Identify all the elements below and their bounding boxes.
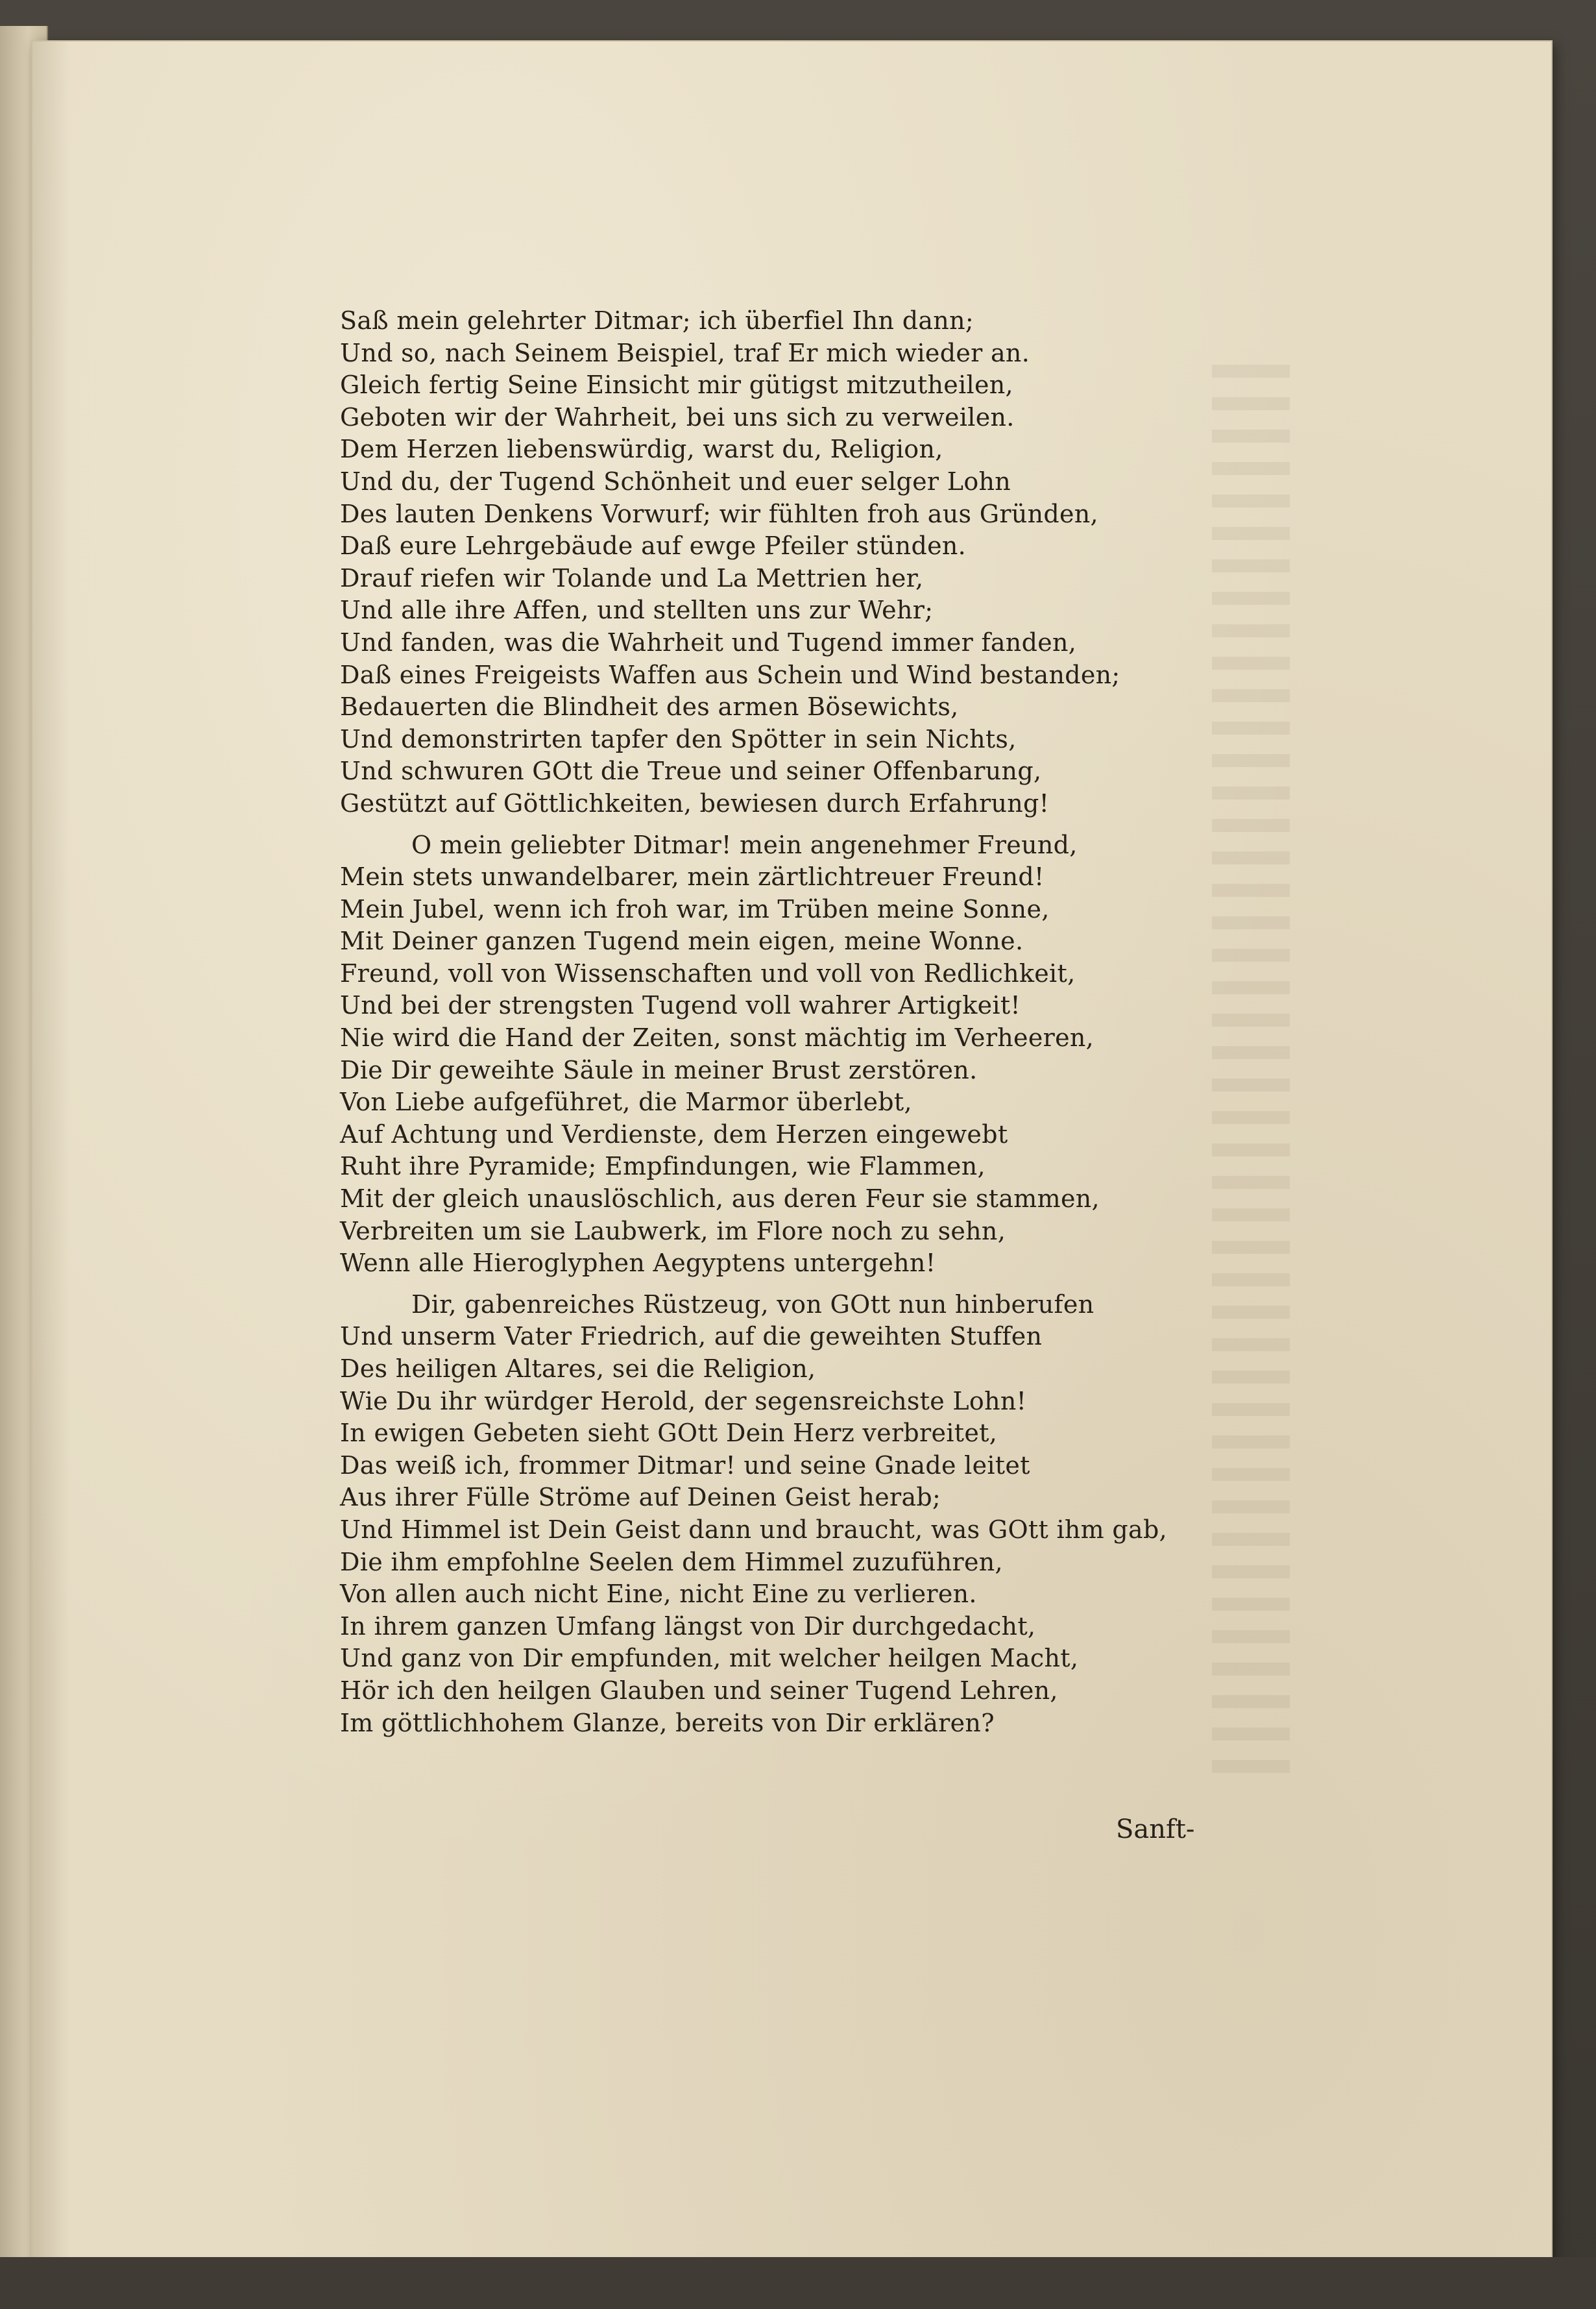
poem-line: Des lauten Denkens Vorwurf; wir fühlten froh aus Gründen, <box>340 499 1098 528</box>
poem-line: In ewigen Gebeten sieht GOtt Dein Herz verbreitet, <box>340 1419 998 1448</box>
poem-line: Und fanden, was die Wahrheit und Tugend immer fanden, <box>340 628 1077 657</box>
poem-line: Freund, voll von Wissenschaften und voll von Redlichkeit, <box>340 959 1076 988</box>
poem-line: Das weiß ich, frommer Ditmar! und seine Gnade leitet <box>340 1450 1030 1480</box>
poem-line: Die ihm empfohlne Seelen dem Himmel zuzuführen, <box>340 1547 1003 1576</box>
poem-line: Von Liebe aufgeführet, die Marmor überlebt, <box>340 1088 912 1117</box>
poem-line: Und bei der strengsten Tugend voll wahrer Artigkeit! <box>340 991 1021 1020</box>
scan-bottom-edge <box>0 2257 1596 2309</box>
poem-line: Daß eines Freigeists Waffen aus Schein und Wind bestanden; <box>340 660 1120 689</box>
poem-line: Des heiligen Altares, sei die Religion, <box>340 1354 816 1383</box>
poem-line: Drauf riefen wir Tolande und La Mettrien her, <box>340 563 924 593</box>
poem-line: Und du, der Tugend Schönheit und euer selger Lohn <box>340 467 1011 496</box>
poem-line: Und so, nach Seinem Beispiel, traf Er mich wieder an. <box>340 338 1030 367</box>
poem-line: In ihrem ganzen Umfang längst von Dir durchgedacht, <box>340 1611 1036 1641</box>
poem-line: Mit der gleich unauslöschlich, aus deren Feur sie stammen, <box>340 1184 1100 1214</box>
poem-line: Und unserm Vater Friedrich, auf die geweihten Stuffen <box>340 1322 1043 1351</box>
poem-text <box>340 305 1229 1739</box>
poem-line: Von allen auch nicht Eine, nicht Eine zu verlieren. <box>340 1580 977 1609</box>
poem-line: Gestützt auf Göttlichkeiten, bewiesen durch Erfahrung! <box>340 788 1050 818</box>
poem-line: Dem Herzen liebenswürdig, warst du, Religion, <box>340 435 943 464</box>
poem-line: Wie Du ihr würdger Herold, der segensreichste Lohn! <box>340 1386 1027 1415</box>
poem-line: Auf Achtung und Verdienste, dem Herzen eingewebt <box>340 1119 1008 1149</box>
poem-line: Und Himmel ist Dein Geist dann und braucht, was GOtt ihm gab, <box>340 1515 1167 1544</box>
poem-line: Aus ihrer Fülle Ströme auf Deinen Geist herab; <box>340 1483 941 1512</box>
poem-line: Nie wird die Hand der Zeiten, sonst mächtig im Verheeren, <box>340 1023 1094 1053</box>
poem-line: Bedauerten die Blindheit des armen Bösewichts, <box>340 692 959 722</box>
poem-line: Und ganz von Dir empfunden, mit welcher heilgen Macht, <box>340 1644 1079 1673</box>
catchword: Sanft- <box>1116 1814 1195 1844</box>
poem-line: Und demonstrirten tapfer den Spötter in sein Nichts, <box>340 724 1017 753</box>
poem-line: Mit Deiner ganzen Tugend mein eigen, meine Wonne. <box>340 927 1024 956</box>
poem-line: Im göttlichhohem Glanze, bereits von Dir erklären? <box>340 1708 995 1737</box>
poem-line: Und alle ihre Affen, und stellten uns zur Wehr; <box>340 596 934 625</box>
poem-line: Verbreiten um sie Laubwerk, im Flore noch zu sehn, <box>340 1216 1006 1245</box>
poem-line: Mein Jubel, wenn ich froh war, im Trüben meine Sonne, <box>340 894 1050 923</box>
stanza-first-line: O mein geliebter Ditmar! mein angenehmer Freund, <box>411 830 1078 859</box>
poem-line: Hör ich den heilgen Glauben und seiner Tugend Lehren, <box>340 1676 1058 1705</box>
poem-line: Mein stets unwandelbarer, mein zärtlichtreuer Freund! <box>340 862 1045 892</box>
poem-line: Die Dir geweihte Säule in meiner Brust zerstören. <box>340 1055 978 1084</box>
stanza-first-line: Dir, gabenreiches Rüstzeug, von GOtt nun hinberufen <box>411 1289 1094 1319</box>
poem-line: Ruht ihre Pyramide; Empfindungen, wie Flammen, <box>340 1152 985 1181</box>
poem-line: Geboten wir der Wahrheit, bei uns sich zu verweilen. <box>340 402 1015 432</box>
poem-line: Wenn alle Hieroglyphen Aegyptens untergehn! <box>340 1249 936 1278</box>
poem-line: Saß mein gelehrter Ditmar; ich überfiel Ihn dann; <box>340 306 974 335</box>
poem-line: Und schwuren GOtt die Treue und seiner Offenbarung, <box>340 757 1042 786</box>
poem-line: Gleich fertig Seine Einsicht mir gütigst mitzutheilen, <box>340 371 1013 400</box>
poem-line: Daß eure Lehrgebäude auf ewge Pfeiler stünden. <box>340 531 967 561</box>
